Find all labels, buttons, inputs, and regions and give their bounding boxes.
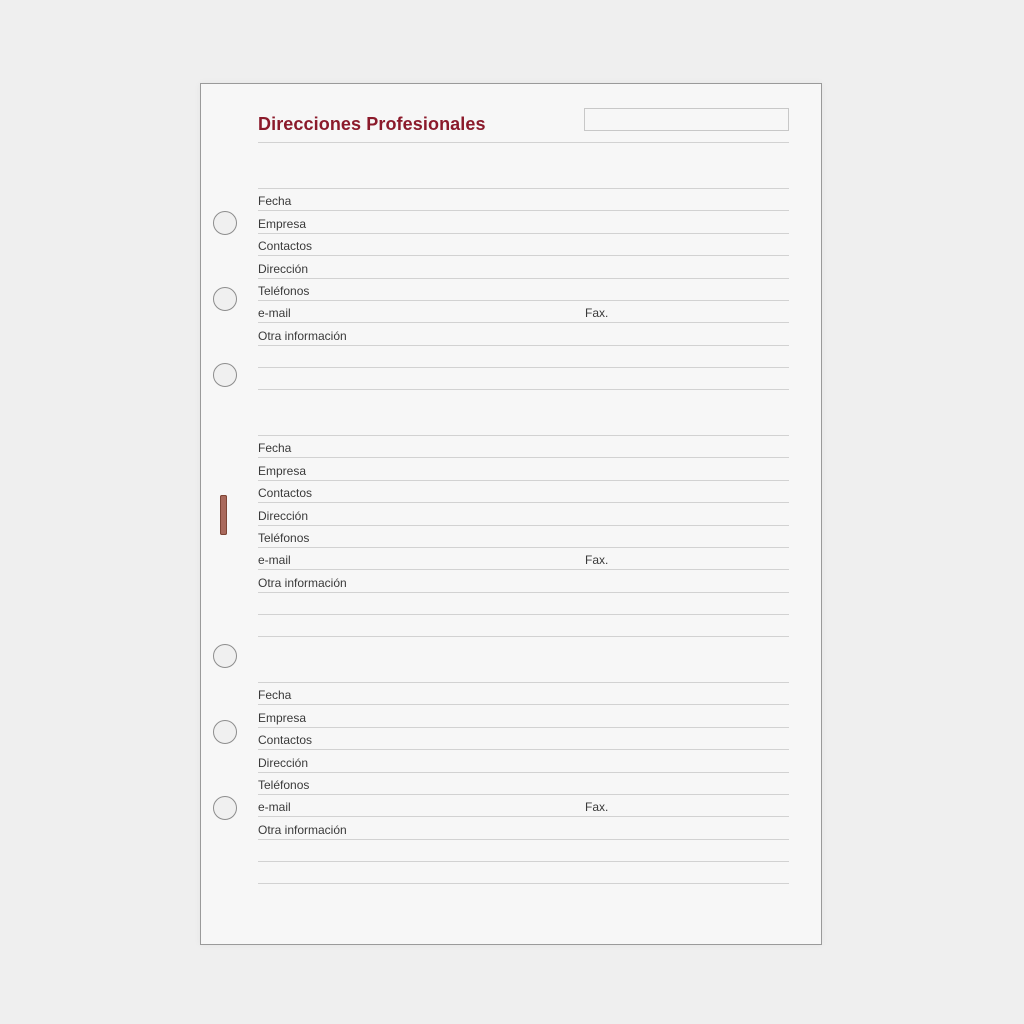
field-label: Fecha (258, 441, 292, 456)
field-label: Dirección (258, 261, 309, 276)
field-row (258, 435, 789, 457)
blank-row (258, 614, 789, 636)
field-row (258, 569, 789, 591)
field-label: Contactos (258, 733, 313, 748)
field-row (258, 210, 789, 232)
field-row (258, 457, 789, 479)
title-rule (258, 142, 789, 143)
field-row (258, 255, 789, 277)
field-row (258, 749, 789, 771)
field-row (258, 188, 789, 210)
binder-ring-icon (213, 363, 237, 387)
field-label: Dirección (258, 755, 309, 770)
field-row (258, 322, 789, 344)
field-label: Fecha (258, 194, 292, 209)
field-row (258, 233, 789, 255)
tab-marker (220, 495, 227, 535)
field-row (258, 480, 789, 502)
field-row (258, 502, 789, 524)
field-row (258, 704, 789, 726)
fax-label: Fax. (585, 800, 609, 815)
field-label: e-mail (258, 306, 291, 321)
fax-label: Fax. (585, 553, 609, 568)
fax-label: Fax. (585, 306, 609, 321)
blank-row (258, 839, 789, 861)
field-row (258, 772, 789, 794)
title-entry-box (584, 108, 789, 131)
blank-row (258, 592, 789, 614)
field-row (258, 300, 789, 322)
field-label: Dirección (258, 508, 309, 523)
field-label: Otra información (258, 575, 347, 590)
blank-row (258, 861, 789, 883)
binder-ring-icon (213, 720, 237, 744)
binder-ring-icon (213, 287, 237, 311)
address-section (258, 188, 789, 390)
field-row (258, 278, 789, 300)
field-row (258, 794, 789, 816)
field-label: Contactos (258, 239, 313, 254)
field-label: Teléfonos (258, 530, 310, 545)
page-title: Direcciones Profesionales (258, 114, 486, 134)
field-label: Contactos (258, 486, 313, 501)
binder-ring-icon (213, 796, 237, 820)
field-label: Empresa (258, 463, 307, 478)
field-row (258, 547, 789, 569)
blank-row (258, 367, 789, 389)
address-section (258, 435, 789, 637)
field-label: Teléfonos (258, 283, 310, 298)
address-section (258, 682, 789, 884)
field-row (258, 682, 789, 704)
field-label: Empresa (258, 216, 307, 231)
field-label: Otra información (258, 822, 347, 837)
field-row (258, 727, 789, 749)
blank-row (258, 345, 789, 367)
field-label: e-mail (258, 553, 291, 568)
field-label: Fecha (258, 688, 292, 703)
field-label: Teléfonos (258, 777, 310, 792)
field-label: Otra información (258, 328, 347, 343)
planner-page (200, 83, 822, 945)
field-label: e-mail (258, 800, 291, 815)
binder-ring-icon (213, 211, 237, 235)
field-row (258, 816, 789, 838)
binder-ring-icon (213, 644, 237, 668)
field-label: Empresa (258, 710, 307, 725)
field-row (258, 525, 789, 547)
